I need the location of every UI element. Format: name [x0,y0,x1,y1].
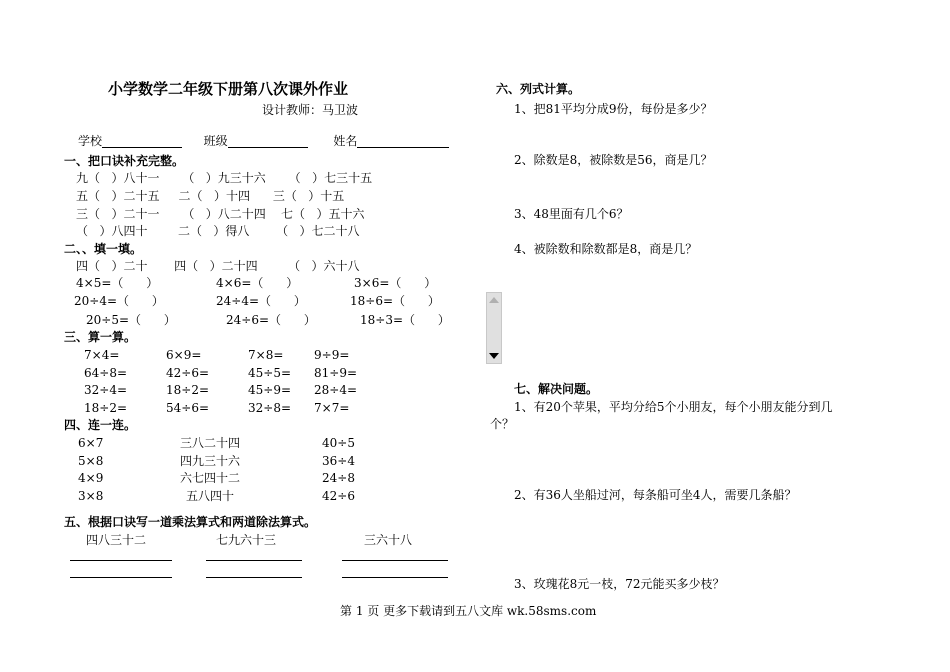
answer-line[interactable] [70,560,172,561]
scroll-down-button[interactable] [487,349,501,363]
section3-heading: 三、算一算。 [64,330,137,344]
match-left-item[interactable]: 4×9 [78,471,104,485]
calc-item: 81÷9= [314,366,358,380]
vertical-scrollbar[interactable] [486,292,502,364]
calc-item: 7×8= [248,348,284,362]
scroll-up-button[interactable] [487,293,501,307]
match-left-item[interactable]: 3×8 [78,489,104,503]
calc-item: 64÷8= [84,366,128,380]
match-middle-item[interactable]: 五八四十 [186,489,235,503]
match-middle-item[interactable]: 四九三十六 [180,454,241,468]
calc-item: 45÷9= [248,383,292,397]
section5-heading: 五、根据口诀写一道乘法算式和两道除法算式。 [64,515,317,529]
answer-line[interactable] [70,577,172,578]
calc-item: 45÷5= [248,366,292,380]
match-middle-item[interactable]: 六七四十二 [180,471,241,485]
calc-item: 18÷2= [166,383,210,397]
worksheet-title: 小学数学二年级下册第八次课外作业 [108,80,349,98]
section2-line: 四（ ）二十 四（ ）二十四 （ ）六十八 [76,259,360,273]
student-info-row [78,134,449,148]
match-right-item[interactable]: 42÷6 [322,489,355,503]
formula-prompt: 七九六十三 [216,533,277,547]
answer-line[interactable] [206,560,302,561]
calc-item: 18÷2= [84,401,128,415]
section2-heading: 二、、填一填。 [64,242,143,256]
name-blank[interactable] [357,135,449,148]
match-middle-item[interactable]: 三八二十四 [180,436,241,450]
problem-item-continued: 个？ [490,417,515,431]
calc-item: 9÷9= [314,348,350,362]
name-label: 姓名 [333,134,358,148]
school-label: 学校 [78,134,103,148]
answer-line[interactable] [206,577,302,578]
calc-item: 6×9= [166,348,202,362]
formula-prompt: 三六十八 [364,533,413,547]
section1-heading: 一、把口诀补充完整。 [64,154,185,168]
calc-item: 32÷4= [84,383,128,397]
calc-item: 32÷8= [248,401,292,415]
calc-item: 28÷4= [314,383,358,397]
match-right-item[interactable]: 40÷5 [322,436,355,450]
match-left-item[interactable]: 6×7 [78,436,104,450]
school-blank[interactable] [102,135,182,148]
match-right-item[interactable]: 36÷4 [322,454,355,468]
section6-heading: 六、列式计算。 [496,82,581,96]
class-blank[interactable] [228,135,308,148]
calc-item: 42÷6= [166,366,210,380]
section1-line: 三（ ）二十一 （ ）八二十四 七（ ）五十六 [76,207,365,221]
designer-credit: 设计教师：马卫波 [262,103,359,117]
page-footer: 第 1 页 更多下载请到五八文库 wk.58sms.com [340,604,597,618]
question-item: 2、除数是8，被除数是56，商是几？ [514,153,713,167]
calc-item: 7×7= [314,401,350,415]
answer-line[interactable] [342,577,448,578]
section7-heading: 七、解决问题。 [514,382,599,396]
section1-line: （ ）八四十 二（ ）得八 （ ）七二十八 [76,224,360,238]
problem-item: 1、有20个苹果，平均分给5个小朋友，每个小朋友能分到几 [514,400,833,414]
answer-line[interactable] [342,560,448,561]
class-label: 班级 [203,134,228,148]
section4-heading: 四、连一连。 [64,418,137,432]
question-item: 1、把81平均分成9份，每份是多少？ [514,102,713,116]
problem-item: 2、有36人坐船过河，每条船可坐4人，需要几条船？ [514,488,797,502]
match-right-item[interactable]: 24÷8 [322,471,355,485]
triangle-up-icon [487,293,501,307]
formula-prompt: 四八三十二 [86,533,147,547]
triangle-down-icon [487,349,501,363]
section1-line: 五（ ）二十五 二（ ）十四 三（ ）十五 [76,189,345,203]
calc-item: 7×4= [84,348,120,362]
section1-line: 九（ ）八十一 （ ）九三十六 （ ）七三十五 [76,171,373,185]
calc-item: 54÷6= [166,401,210,415]
question-item: 3、48里面有几个6？ [514,207,629,221]
match-left-item[interactable]: 5×8 [78,454,104,468]
question-item: 4、被除数和除数都是8，商是几？ [514,242,698,256]
problem-item: 3、玫瑰花8元一枝，72元能买多少枝？ [514,577,725,591]
